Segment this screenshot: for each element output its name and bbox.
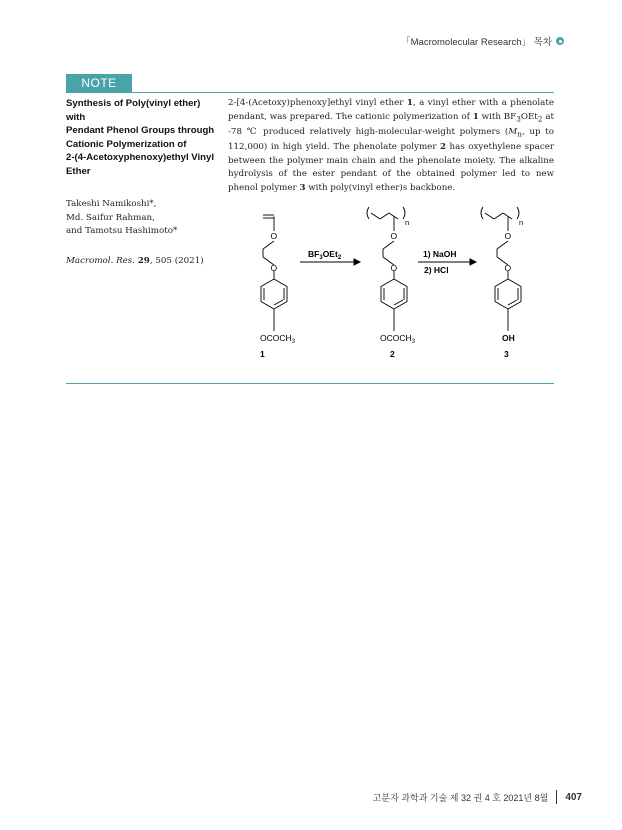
citation <box>66 256 216 266</box>
abstract-fragment: with poly(vinyl ether)s backbone. <box>305 183 456 194</box>
reaction-arrow <box>300 259 360 265</box>
abstract-fragment: with BF <box>478 111 517 122</box>
journal-info: 고분자 과학과 기술 제 32 권 4 호 2021년 8월 <box>372 792 549 803</box>
title-line: Pendant Phenol Groups through <box>66 125 215 136</box>
author: Md. Saifur Rahman, <box>66 212 155 223</box>
title-line: 2-(4-Acetoxyphenoxy)ethyl Vinyl <box>66 152 215 163</box>
running-title: 「Macromolecular Research」 목차 <box>401 37 552 48</box>
abstract-fragment: 2-[4-(Acetoxy)phenoxy]ethyl vinyl ether <box>228 98 407 108</box>
author-list <box>66 198 216 239</box>
compound-number: 2 <box>390 349 395 359</box>
footer-separator <box>556 790 557 804</box>
oxygen-label: O <box>270 231 278 241</box>
reagent-bf3oet2: $BF_3OEt_2$ <box>308 249 342 261</box>
compound-3-structure <box>481 207 524 331</box>
hydroxyl-label: OH <box>502 333 515 343</box>
compound-number: 3 <box>504 349 509 359</box>
oxygen-label: O <box>270 263 278 273</box>
subscript: 3 <box>516 114 521 124</box>
reagent-hcl: 2) HCl <box>424 265 449 275</box>
top-divider <box>66 92 554 93</box>
citation-rest: , 505 (2021) <box>149 255 204 266</box>
circle-bullet-icon <box>556 37 564 45</box>
abstract-fragment: , a vinyl ether with a phenolate pendant, was prepared. The cationic polymerization of <box>228 98 554 122</box>
article-meta <box>66 97 216 266</box>
reagent-naoh: 1) NaOH <box>423 249 457 259</box>
compound-2-structure <box>367 207 410 331</box>
oxygen-label: O <box>504 263 512 273</box>
bottom-divider <box>66 383 554 384</box>
repeat-unit-n: n <box>519 218 524 227</box>
oxygen-label: O <box>504 231 512 241</box>
article-title <box>66 97 216 178</box>
title-line: Cationic Polymerization of <box>66 138 187 150</box>
page-footer <box>373 790 582 804</box>
repeat-unit-n: n <box>405 218 410 227</box>
abstract-text <box>228 97 554 196</box>
author: Takeshi Namikoshi*, <box>66 199 157 209</box>
mn-symbol: M <box>508 126 518 137</box>
abstract-fragment: at -78 ℃ produced relatively high-molecular-weight polymers ( <box>228 111 554 137</box>
oxygen-label: O <box>390 231 398 241</box>
compound-ref: 2 <box>439 142 447 153</box>
abstract-fragment: , up to 112,000) in high yield. The phenolate polymer <box>228 126 554 153</box>
running-header <box>401 34 564 48</box>
citation-volume: 29 <box>137 255 150 266</box>
compound-ref: 1 <box>472 111 479 122</box>
compound-ref: 1 <box>406 98 413 108</box>
subscript: 2 <box>537 114 543 124</box>
abstract-fragment: OEt <box>520 111 538 122</box>
section-tag: NOTE <box>66 74 132 92</box>
reaction-scheme <box>228 205 554 375</box>
compound-ref: 3 <box>299 183 306 194</box>
acetate-label: $OCOCH_3$ <box>260 333 295 345</box>
compound-number: 1 <box>260 349 265 359</box>
title-line: Ether <box>66 165 91 177</box>
acetate-label: $OCOCH_3$ <box>380 333 415 345</box>
subscript: n <box>517 129 522 139</box>
abstract-fragment: has oxyethylene spacer between the polymer main chain and the phenolate moiety. The alkaline hydrolysis of the ester pendant of the obtained polymer led to new phenol polymer <box>228 142 554 194</box>
author: and Tamotsu Hashimoto* <box>66 226 178 236</box>
citation-journal: Macromol. Res. <box>66 255 135 266</box>
page-number: 407 <box>565 791 582 803</box>
title-line: Synthesis of Poly(vinyl ether) with <box>66 98 201 123</box>
oxygen-label: O <box>390 263 398 273</box>
